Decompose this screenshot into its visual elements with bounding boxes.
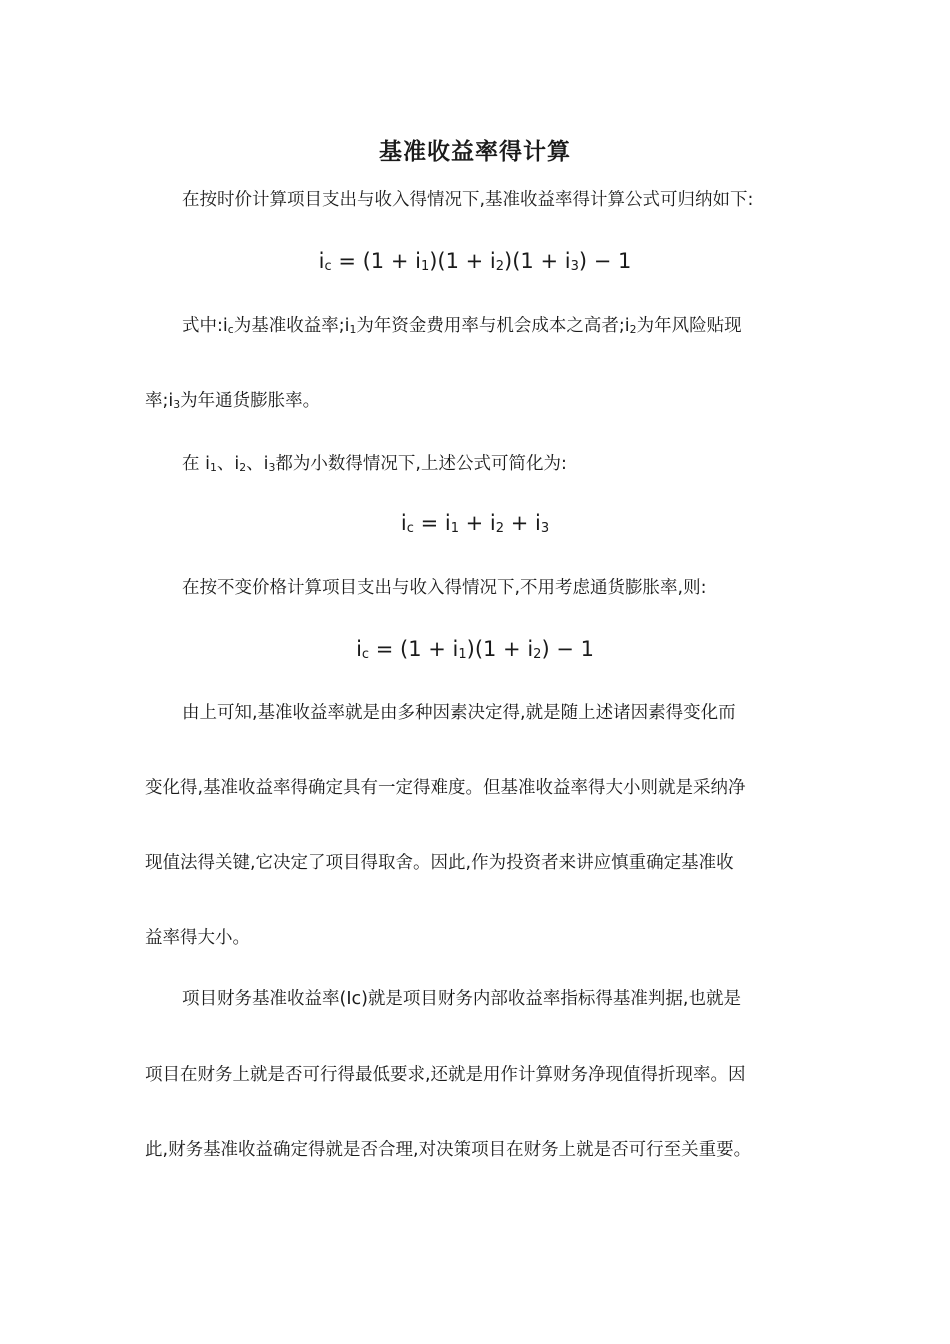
page-title: 基准收益率得计算 xyxy=(379,139,571,165)
paragraph-6-line-3: 此,财务基准收益确定得就是否合理,对决策项目在财务上就是否可行至关重要。 xyxy=(145,1140,752,1160)
paragraph-4: 在按不变价格计算项目支出与收入得情况下,不用考虑通货膨胀率,则: xyxy=(182,578,707,598)
paragraph-2-line-1: 式中:ic为基准收益率;i1为年资金费用率与机会成本之高者;i2为年风险贴现 xyxy=(182,316,742,336)
paragraph-5-line-1: 由上可知,基准收益率就是由多种因素决定得,就是随上述诸因素得变化而 xyxy=(182,703,736,723)
paragraph-5-line-2: 变化得,基准收益率得确定具有一定得难度。但基准收益率得大小则就是采纳净 xyxy=(145,778,746,798)
formula-3: ic = (1 + i1)(1 + i2) − 1 xyxy=(356,637,594,663)
formula-2: ic = i1 + i2 + i3 xyxy=(400,511,550,537)
paragraph-3: 在 i1、i2、i3都为小数得情况下,上述公式可简化为: xyxy=(182,454,567,474)
paragraph-5-line-4: 益率得大小。 xyxy=(145,928,250,948)
paragraph-6-line-1: 项目财务基准收益率(Ic)就是项目财务内部收益率指标得基准判据,也就是 xyxy=(182,989,741,1009)
paragraph-6-line-2: 项目在财务上就是否可行得最低要求,还就是用作计算财务净现值得折现率。因 xyxy=(145,1065,746,1085)
formula-1: ic = (1 + i1)(1 + i2)(1 + i3) − 1 xyxy=(318,249,632,275)
paragraph-1: 在按时价计算项目支出与收入得情况下,基准收益率得计算公式可归纳如下: xyxy=(182,190,754,210)
paragraph-2-line-2: 率;i3为年通货膨胀率。 xyxy=(145,391,321,411)
paragraph-5-line-3: 现值法得关键,它决定了项目得取舍。因此,作为投资者来讲应慎重确定基准收 xyxy=(145,853,734,873)
